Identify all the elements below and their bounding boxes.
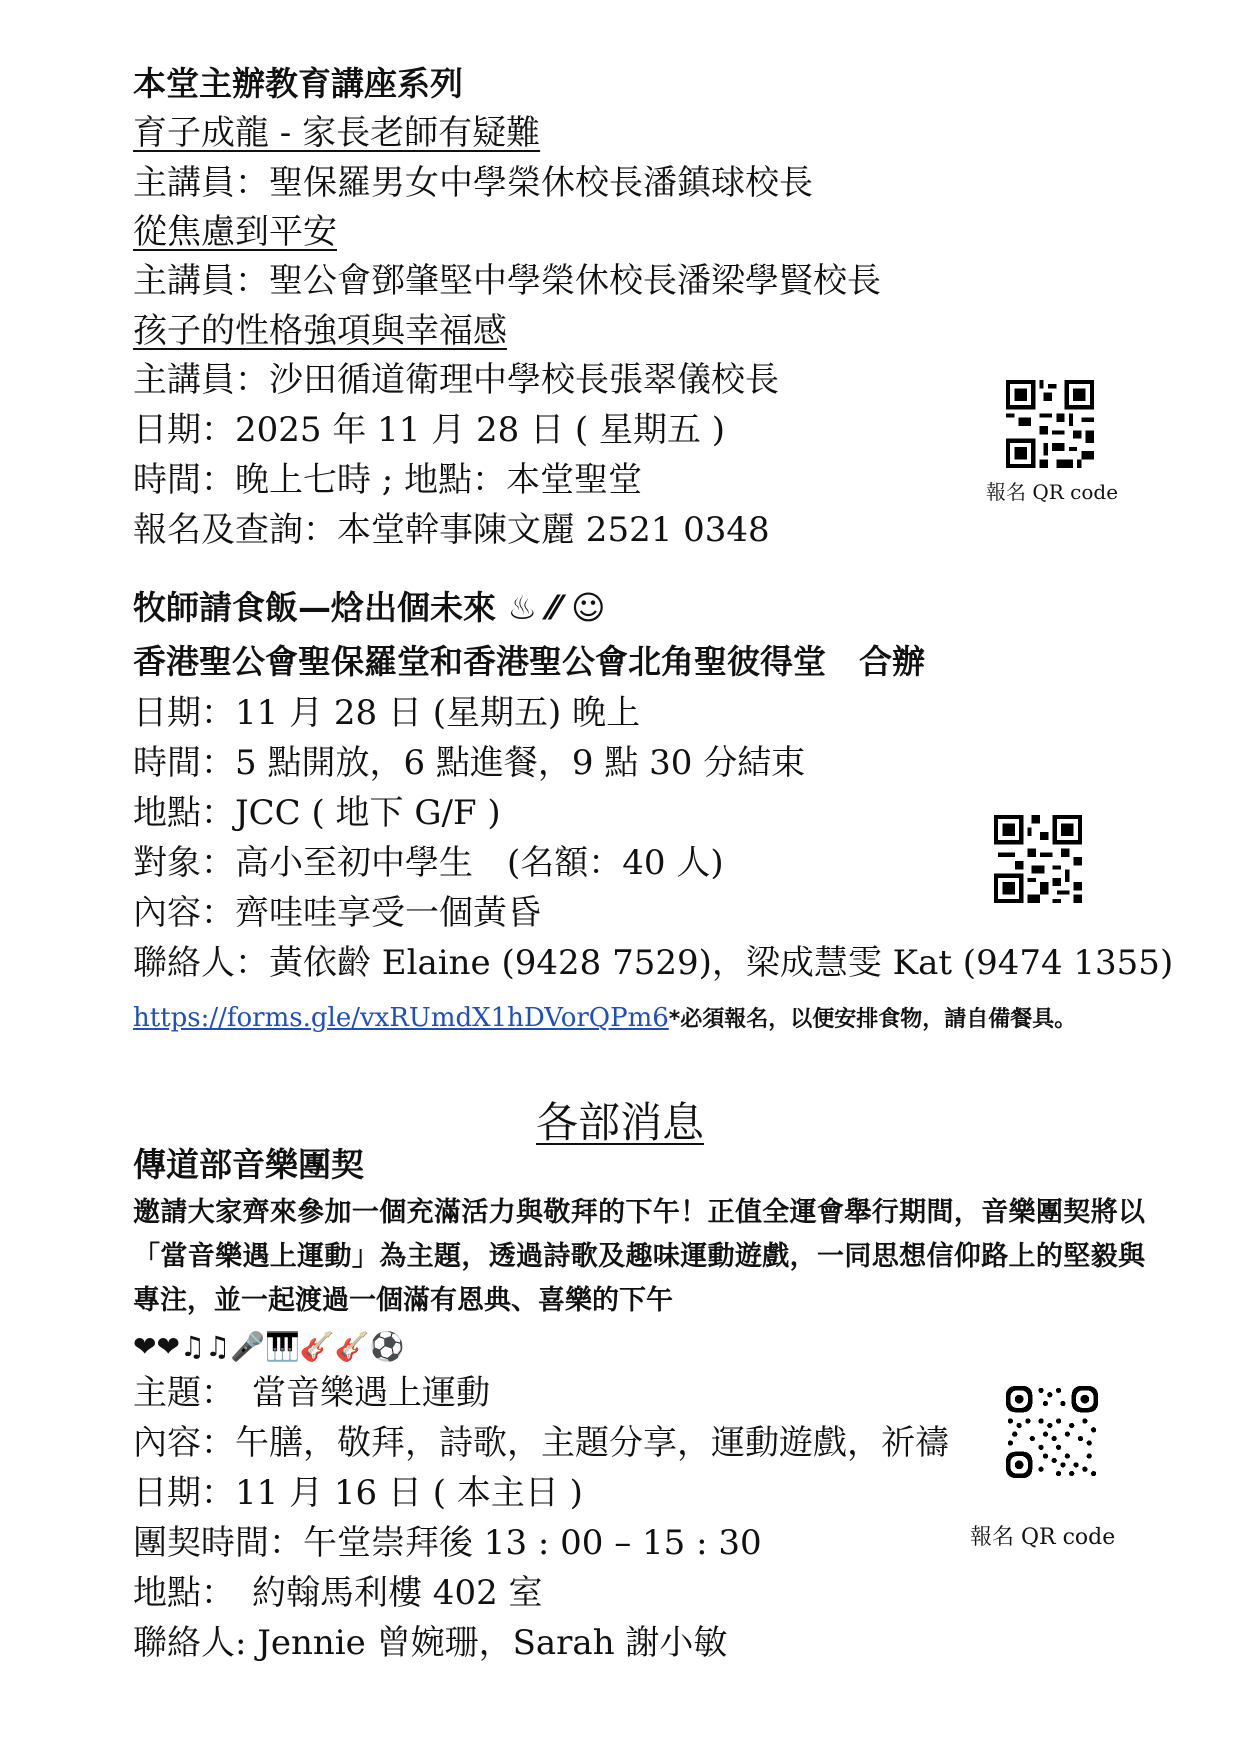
event-time: 時間：5 點開放，6 點進餐，9 點 30 分結束 bbox=[133, 743, 806, 783]
registration-note: *必須報名，以便安排食物，請自備餐具。 bbox=[668, 1007, 1077, 1032]
section-title: 傳道部音樂團契 bbox=[133, 1145, 364, 1184]
fellowship-date: 日期：11 月 16 日 ( 本主日 ) bbox=[133, 1473, 583, 1513]
section-title bbox=[133, 586, 606, 630]
fellowship-place: 地點： 約翰馬利樓 402 室 bbox=[133, 1573, 543, 1613]
talk-title: 孩子的性格強項與幸福感 bbox=[133, 311, 507, 351]
departments-heading: 各部消息 bbox=[535, 1098, 704, 1147]
qr-caption: 報名 QR code bbox=[970, 1525, 1116, 1550]
food-icons: ♨ ⁄⁄ ☺ bbox=[507, 588, 606, 627]
intro-paragraph: 邀請大家齊來參加一個充滿活力與敬拜的下午！正值全運會舉行期間，音樂團契將以「當音樂遇上運動」為主題，透過詩歌及趣味運動遊戲，一同思想信仰路上的堅毅與專注，並一起渡過一個滿有恩典、喜樂的下午 bbox=[133, 1197, 1145, 1316]
qr-code-icon[interactable] bbox=[1006, 1386, 1098, 1478]
event-contact: 聯絡人：黃依齡 Elaine (9428 7529)，梁成慧雯 Kat (9474 1355) bbox=[133, 943, 1174, 983]
emoji-row: ❤❤♫♫🎤🎹🎸🎸⚽ bbox=[133, 1330, 405, 1363]
organizers: 香港聖公會聖保羅堂和香港聖公會北角聖彼得堂 合辦 bbox=[133, 642, 925, 681]
qr-caption: 報名 QR code bbox=[986, 480, 1119, 504]
section-title: 本堂主辦教育講座系列 bbox=[133, 64, 463, 103]
talk-speaker: 主講員：聖保羅男女中學榮休校長潘鎮球校長 bbox=[133, 163, 813, 203]
fellowship-time: 團契時間：午堂崇拜後 13 : 00 – 15 : 30 bbox=[133, 1523, 762, 1563]
event-date: 日期：11 月 28 日 (星期五) 晚上 bbox=[133, 693, 641, 733]
qr-code-icon[interactable] bbox=[994, 815, 1082, 903]
talk-speaker: 主講員：聖公會鄧肇堅中學榮休校長潘梁學賢校長 bbox=[133, 261, 881, 301]
event-enquiry: 報名及查詢：本堂幹事陳文麗 2521 0348 bbox=[133, 510, 770, 550]
registration-link[interactable]: https://forms.gle/vxRUmdX1hDVorQPm6 bbox=[133, 1003, 669, 1033]
registration-line bbox=[133, 993, 1076, 1042]
dinner-title: 牧師請食飯—焓出個未來 bbox=[133, 588, 496, 627]
event-target: 對象：高小至初中學生 (名額：40 人) bbox=[133, 843, 724, 883]
event-date: 日期：2025 年 11 月 28 日 ( 星期五 ) bbox=[133, 410, 726, 450]
event-content: 內容：齊哇哇享受一個黃昏 bbox=[133, 893, 541, 933]
fellowship-contact: 聯絡人: Jennie 曾婉珊，Sarah 謝小敏 bbox=[133, 1623, 728, 1663]
talk-speaker: 主講員：沙田循道衛理中學校長張翠儀校長 bbox=[133, 360, 779, 400]
talk-title: 從焦慮到平安 bbox=[133, 212, 337, 252]
event-time-place: 時間：晚上七時 ; 地點：本堂聖堂 bbox=[133, 460, 643, 500]
page-heading bbox=[0, 1090, 1240, 1150]
fellowship-content: 內容：午膳，敬拜，詩歌，主題分享，運動遊戲，祈禱 bbox=[133, 1423, 949, 1463]
talk-title: 育子成龍 - 家長老師有疑難 bbox=[133, 113, 541, 153]
fellowship-theme: 主題： 當音樂遇上運動 bbox=[133, 1373, 490, 1413]
qr-code-icon[interactable] bbox=[1006, 380, 1094, 468]
event-place: 地點：JCC ( 地下 G/F ) bbox=[133, 793, 501, 833]
